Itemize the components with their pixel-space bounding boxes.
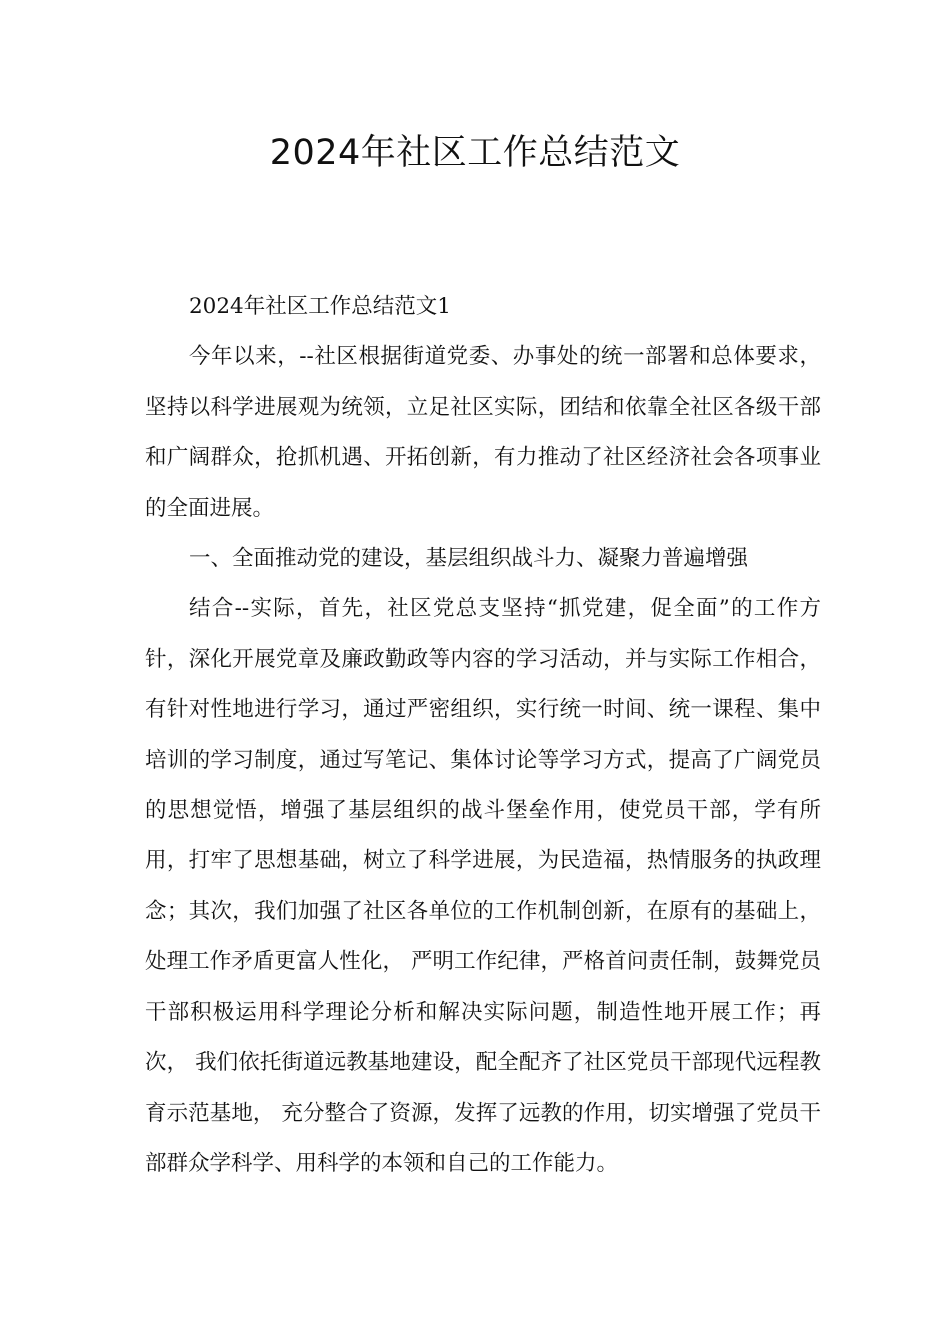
document-body bbox=[145, 282, 821, 1189]
paragraph-heading-1: 一、全面推动党的建设，基层组织战斗力、凝聚力普遍增强 bbox=[189, 546, 749, 572]
section-heading: 2024年社区工作总结范文1 bbox=[189, 294, 451, 319]
paragraph-intro: 今年以来，--社区根据街道党委、办事处的统一部署和总体要求，坚持以科学进展观为统领，立足社区实际，团结和依靠全社区各级干部和广阔群众，抢抓机遇、开拓创新，有力推动了社区经济社会各项事业的全面进展。 bbox=[145, 344, 821, 521]
paragraph-party-building: 结合--实际，首先，社区党总支坚持“抓党建，促全面”的工作方针，深化开展党章及廉政勤政等内容的学习活动，并与实际工作相合，有针对性地进行学习，通过严密组织，实行统一时间、统一课程、集中培训的学习制度，通过写笔记、集体讨论等学习方式，提高了广阔党员的思想觉悟，增强了基层组织的战斗堡垒作用，使党员干部，学有所用，打牢了思想基础，树立了科学进展，为民造福，热情服务的执政理念；其次，我们加强了社区各单位的工作机制创新，在原有的基础上，处理工作矛盾更富人性化， 严明工作纪律，严格首问责任制，鼓舞党员干部积极运用科学理论分析和解决实际问题，制造性地开展工作；再次， 我们依托街道远教基地建设，配全配齐了社区党员干部现代远程教育示范基地， 充分整合了资源，发挥了远教的作用，切实增强了党员干部群众学科学、用科学的本领和自己的工作能力。 bbox=[145, 596, 821, 1176]
document-title: 2024年社区工作总结范文 bbox=[269, 133, 681, 173]
